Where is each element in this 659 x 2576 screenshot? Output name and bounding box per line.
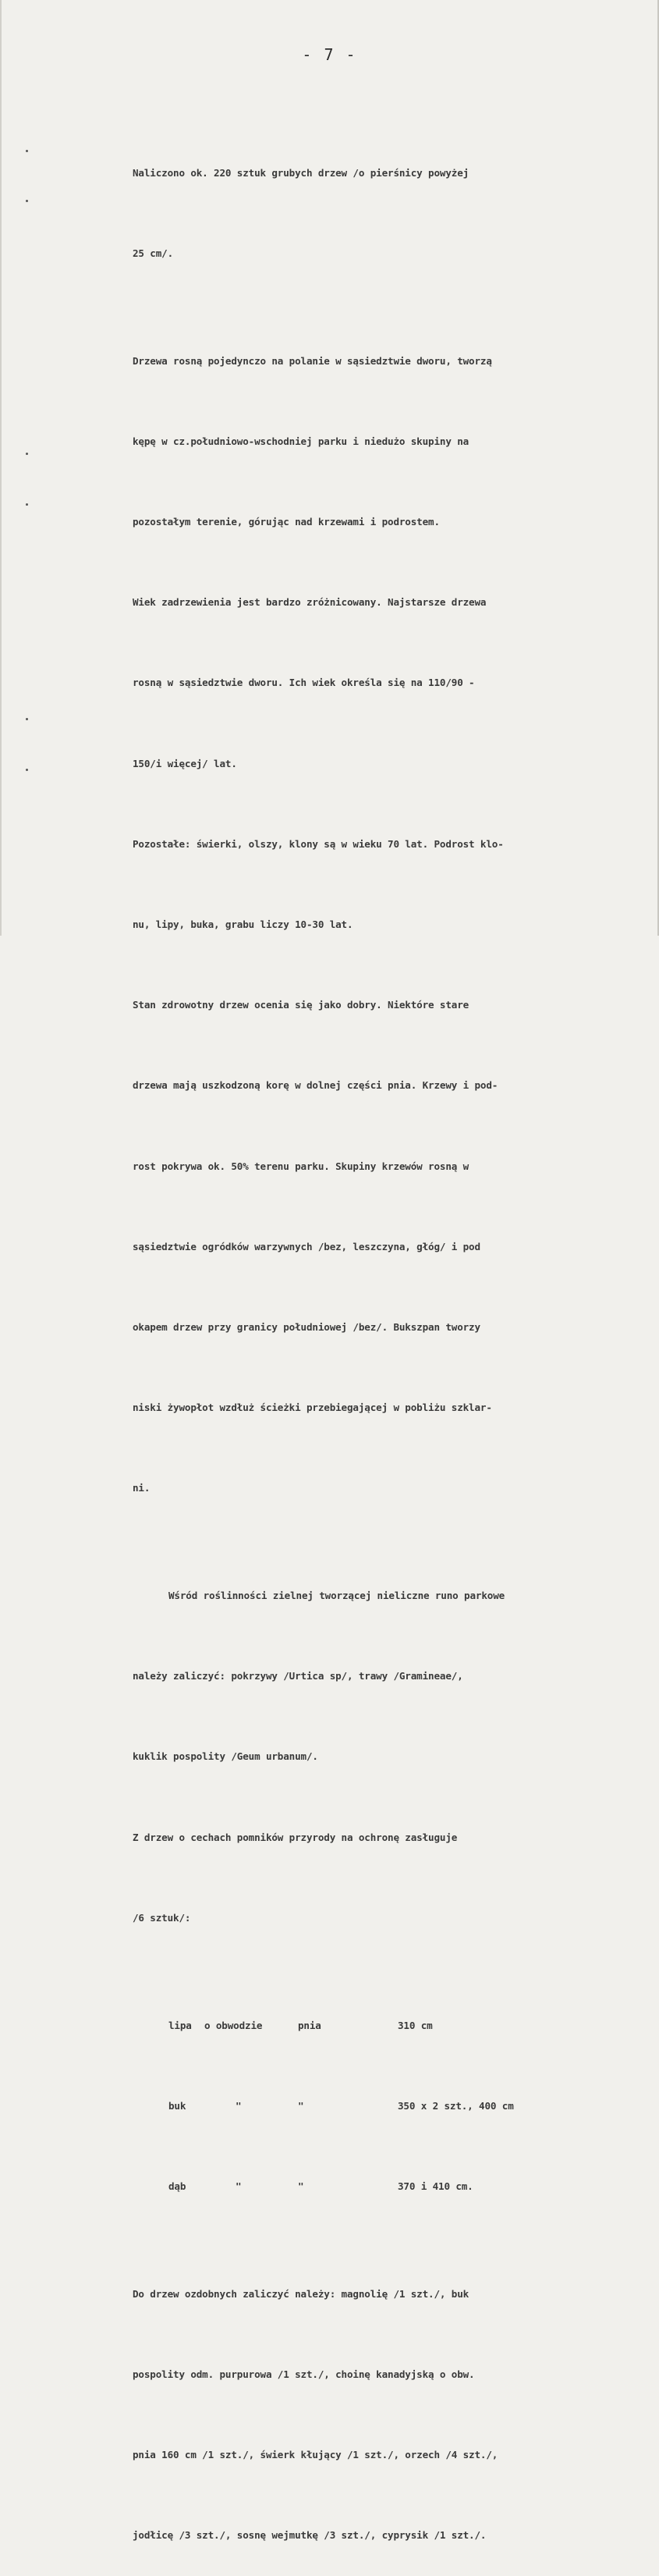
text-line: pnia 160 cm /1 szt./, świerk kłujący /1 szt./, orzech /4 szt./, (133, 2448, 498, 2461)
text-line: niski żywopłot wzdłuż ścieżki przebiegającej w pobliżu szklar- (133, 1402, 492, 1414)
text-line: drzewa mają uszkodzoną korę w dolnej części pnia. Krzewy i pod- (133, 1079, 498, 1092)
ditto-mark: " (236, 2099, 242, 2112)
document-body (133, 106, 647, 2576)
margin-mark (26, 200, 28, 202)
tree-name: dąb (168, 2180, 186, 2192)
tree-measure-label: o obwodzie (204, 2019, 263, 2031)
text-line: rost pokrywa ok. 50% terenu parku. Skupiny krzewów rosną w (133, 1160, 469, 1172)
text-line: kępę w cz.południowo-wschodniej parku i niedużo skupiny na (133, 435, 469, 447)
margin-mark (26, 150, 28, 152)
ditto-mark: " (298, 2099, 304, 2112)
text-line: pozostałym terenie, górując nad krzewami i podrostem. (133, 516, 440, 528)
text-line: Wśród roślinności zielnej tworzącej nieliczne runo parkowe (168, 1590, 505, 1602)
tree-name: buk (168, 2099, 186, 2112)
text-line: Wiek zadrzewienia jest bardzo zróżnicowany. Najstarsze drzewa (133, 596, 487, 609)
margin-mark (26, 769, 28, 771)
text-line: okapem drzew przy granicy południowej /bez/. Bukszpan tworzy (133, 1321, 480, 1334)
margin-mark (26, 718, 28, 720)
text-line: należy zaliczyć: pokrzywy /Urtica sp/, trawy /Gramineae/, (133, 1670, 463, 1682)
text-line: pospolity odm. purpurowa /1 szt./, choinę kanadyjską o obw. (133, 2368, 475, 2380)
tree-value: 350 x 2 szt., 400 cm (398, 2099, 514, 2112)
margin-mark (26, 503, 28, 506)
page-number: - 7 - (302, 45, 357, 64)
text-line: 150/i więcej/ lat. (133, 757, 237, 769)
margin-mark (26, 453, 28, 455)
text-line: sąsiedztwie ogródków warzywnych /bez, leszczyna, głóg/ i pod (133, 1240, 480, 1252)
text-line: rosną w sąsiedztwie dworu. Ich wiek określa się na 110/90 - (133, 677, 475, 689)
ditto-mark: " (298, 2180, 304, 2192)
text-line: ni. (133, 1482, 151, 1494)
text-line: Pozostałe: świerki, olszy, klony są w wieku 70 lat. Podrost klo- (133, 837, 504, 850)
tree-table-row (133, 2013, 647, 2039)
text-line: kuklik pospolity /Geum urbanum/. (133, 1750, 318, 1763)
tree-measure-label: pnia (298, 2019, 321, 2031)
text-line: /6 sztuk/: (133, 1911, 191, 1924)
text-line: Stan zdrowotny drzew ocenia się jako dobry. Niektóre stare (133, 999, 469, 1011)
text-line: Do drzew ozdobnych zaliczyć należy: magnolię /1 szt./, buk (133, 2287, 469, 2300)
tree-table-row (133, 2173, 647, 2200)
ditto-mark: " (236, 2180, 242, 2192)
text-line: Z drzew o cechach pomników przyrody na ochronę zasługuje (133, 1831, 458, 1843)
text-line: jodłicę /3 szt./, sosnę wejmutkę /3 szt./, cyprysik /1 szt./. (133, 2529, 487, 2542)
tree-name: lipa (168, 2019, 192, 2031)
tree-table-row (133, 2093, 647, 2119)
tree-value: 310 cm (398, 2019, 433, 2031)
text-line: Naliczono ok. 220 sztuk grubych drzew /o pierśnicy powyżej (133, 166, 469, 179)
tree-value: 370 i 410 cm. (398, 2180, 473, 2192)
text-line: nu, lipy, buka, grabu liczy 10-30 lat. (133, 918, 353, 931)
text-line: Drzewa rosną pojedynczo na polanie w sąsiedztwie dworu, tworzą (133, 354, 492, 367)
text-line: 25 cm/. (133, 247, 174, 260)
